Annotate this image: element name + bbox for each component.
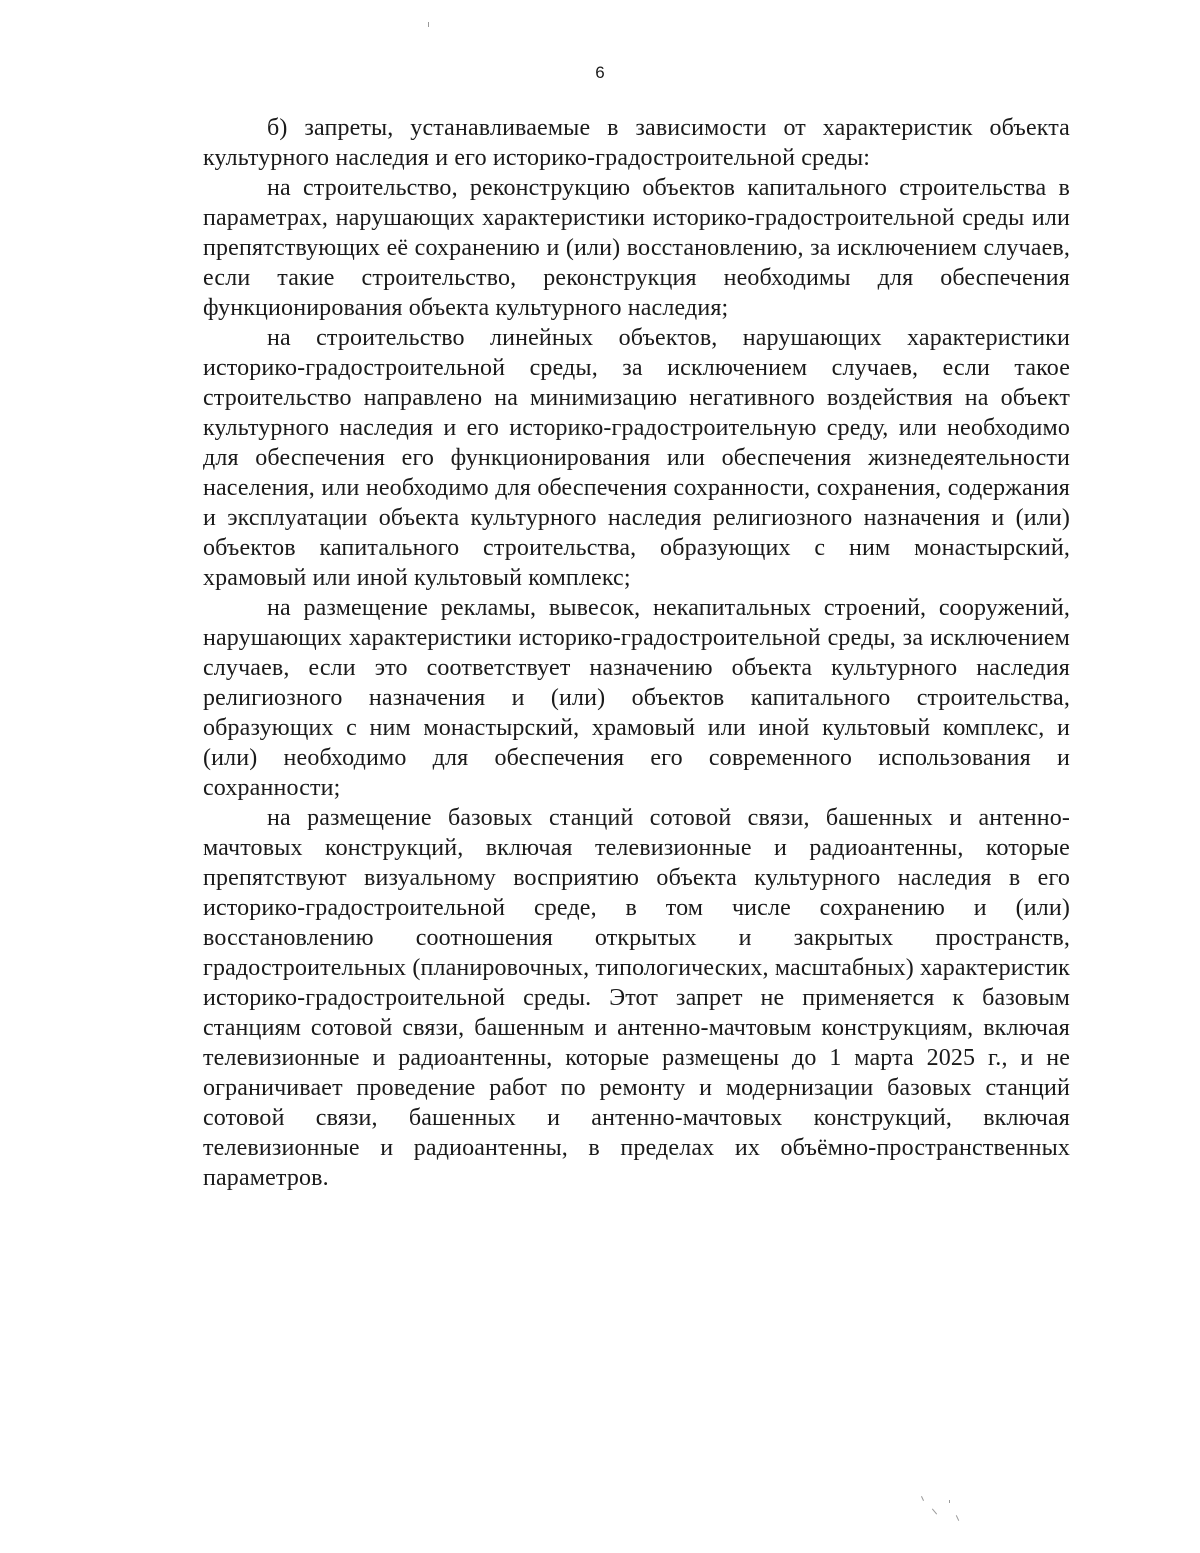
paragraph-advertising-ban: на размещение рекламы, вывесок, некапитальных строений, сооружений, нарушающих характеристики историко-градостроительной среды, за исключением случаев, если это соответствует назначению объекта культурного наследия религиозного назначения и (или) объектов капитального строительства, образующих с ним монастырский, храмовый или иной культовый комплекс, и (или) необходимо для обеспечения его современного использования и сохранности;: [203, 595, 1070, 801]
page-number: 6: [595, 63, 605, 82]
paragraph-prohibitions-intro: б) запреты, устанавливаемые в зависимости от характеристик объекта культурного наследия и его историко-градостроительной среды:: [203, 115, 1070, 171]
paragraph-base-stations-ban: на размещение базовых станций сотовой связи, башенных и антенно-мачтовых конструкций, включая телевизионные и радиоантенны, которые препятствуют визуальному восприятию объекта культурного наследия в его историко-градостроительной среде, в том числе сохранению и (или) восстановлению соотношения открытых и закрытых пространств, градостроительных (планировочных, типологических, масштабных) характеристик историко-градостроительной среды. Этот запрет не применяется к базовым станциям сотовой связи, башенным и антенно-мачтовым конструкциям, включая телевизионные и радиоантенны, которые размещены до 1 марта 2025 г., и не ограничивает проведение работ по ремонту и модернизации базовых станций сотовой связи, башенных и антенно-мачтовых конструкций, включая телевизионные и радиоантенны, в пределах их объёмно-пространственных параметров.: [203, 805, 1070, 1191]
scan-artifact-bottom-3: [956, 1515, 959, 1521]
paragraph-linear-objects-ban: на строительство линейных объектов, нарушающих характеристики историко-градостроительной среды, за исключением случаев, если такое строительство направлено на минимизацию негативного воздействия на объект культурного наследия и его историко-градостроительную среду, или необходимо для обеспечения его функционирования или обеспечения жизнедеятельности населения, или необходимо для обеспечения сохранности, сохранения, содержания и эксплуатации объекта культурного наследия религиозного назначения и (или) объектов капитального строительства, образующих с ним монастырский, храмовый или иной культовый комплекс;: [203, 325, 1070, 591]
scan-artifact-bottom-2: [932, 1508, 937, 1514]
scan-artifact-bottom-1: [921, 1496, 924, 1501]
document-body: [203, 113, 1070, 1193]
scan-artifact-top: [428, 22, 429, 27]
paragraph-construction-ban: на строительство, реконструкцию объектов капитального строительства в параметрах, нарушающих характеристики историко-градостроительной среды или препятствующих её сохранению и (или) восстановлению, за исключением случаев, если такие строительство, реконструкция необходимы для обеспечения функционирования объекта культурного наследия;: [203, 175, 1070, 321]
scan-artifact-bottom-4: [949, 1500, 950, 1503]
